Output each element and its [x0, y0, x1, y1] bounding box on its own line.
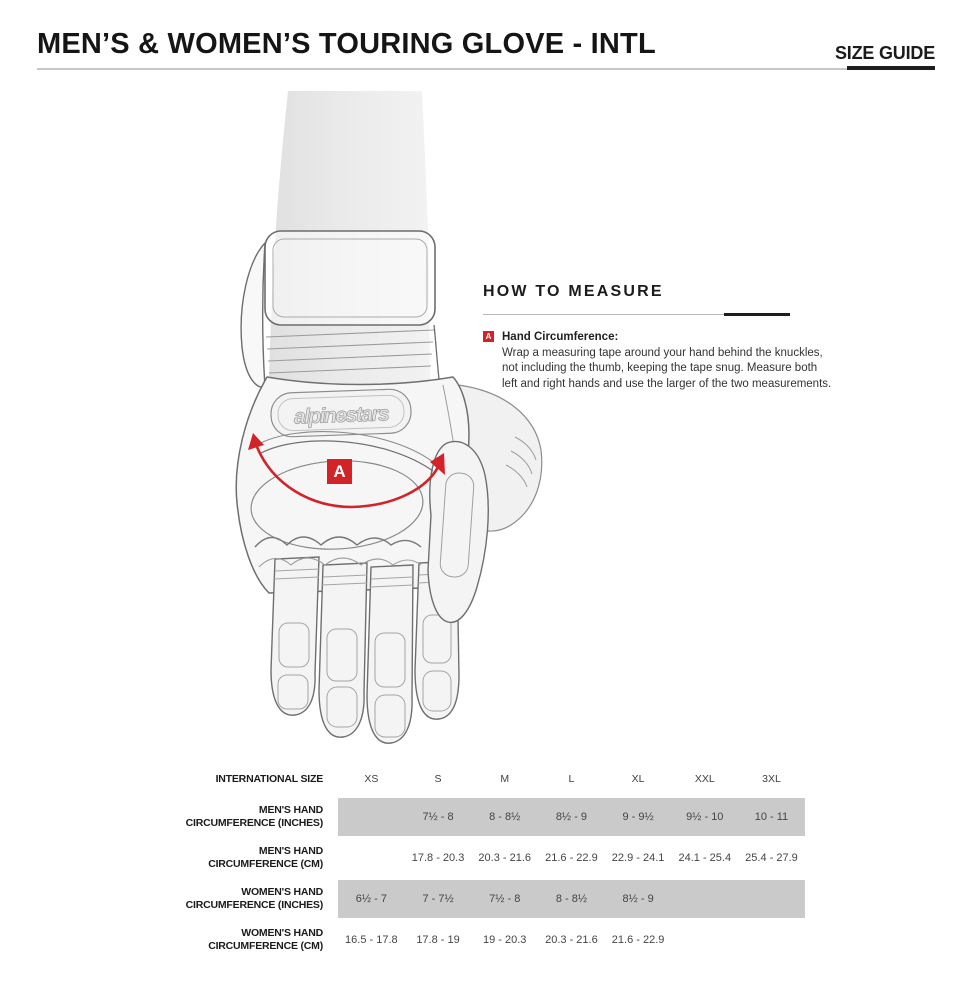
column-label: XXL	[694, 773, 715, 785]
header-rule	[37, 68, 935, 70]
row-label: MEN'S HAND CIRCUMFERENCE (INCHES)	[185, 804, 323, 829]
measure-marker	[327, 459, 352, 484]
size-cell: 7½ - 8	[422, 811, 454, 823]
size-cell: 19 - 20.3	[483, 934, 527, 946]
brand-logo-panel	[270, 389, 411, 438]
column-label: 3XL	[762, 773, 781, 785]
size-cell: 8½ - 9	[622, 893, 654, 905]
size-cell: 20.3 - 21.6	[478, 852, 532, 864]
finger-middle	[367, 565, 413, 743]
table-row	[180, 798, 805, 836]
how-to-measure-section	[483, 283, 832, 392]
column-label: XL	[631, 773, 645, 785]
glove-illustration	[215, 85, 550, 755]
page-title: MEN’S & WOMEN’S TOURING GLOVE - INTL	[37, 28, 656, 60]
table-row	[180, 880, 805, 918]
size-guide-label: SIZE GUIDE	[834, 43, 935, 63]
row-values	[338, 880, 805, 918]
gauntlet-cuff	[265, 231, 435, 325]
column-label: L	[568, 773, 575, 785]
section-rule	[483, 313, 790, 316]
size-cell: 17.8 - 19	[416, 934, 460, 946]
size-cell: 25.4 - 27.9	[745, 852, 798, 864]
size-cell: 24.1 - 25.4	[678, 852, 732, 864]
cuff-right-edge	[434, 325, 439, 379]
row-values	[338, 798, 805, 836]
table-row	[180, 921, 805, 959]
size-cell: 16.5 - 17.8	[345, 934, 398, 946]
measure-item-line: Wrap a measuring tape around your hand behind the knuckles,	[502, 347, 823, 359]
row-values	[338, 921, 805, 959]
column-label: S	[434, 773, 442, 785]
finger-pinky	[271, 557, 319, 715]
finger-ring	[319, 563, 367, 737]
size-cell: 21.6 - 22.9	[545, 852, 598, 864]
measure-item-text	[502, 346, 832, 392]
size-cell: 17.8 - 20.3	[411, 852, 465, 864]
size-cell: 9½ - 10	[686, 811, 724, 823]
size-cell: 7½ - 8	[489, 893, 521, 905]
column-label: M	[500, 773, 510, 785]
size-table	[180, 766, 805, 959]
measure-item	[483, 330, 832, 392]
section-rule-dark	[724, 313, 790, 316]
marker-badge: A	[483, 331, 494, 342]
table-header-label: INTERNATIONAL SIZE	[215, 773, 323, 785]
section-heading: HOW TO MEASURE	[483, 283, 664, 300]
size-cell: 10 - 11	[754, 811, 789, 823]
size-cell: 20.3 - 21.6	[545, 934, 598, 946]
cuff-flap	[241, 243, 265, 387]
size-cell: 8½ - 9	[555, 811, 587, 823]
row-label: WOMEN'S HAND CIRCUMFERENCE (CM)	[208, 927, 323, 952]
header-rule-accent	[847, 66, 935, 70]
row-label: MEN'S HAND CIRCUMFERENCE (CM)	[208, 845, 323, 870]
row-label: WOMEN'S HAND CIRCUMFERENCE (INCHES)	[185, 886, 323, 911]
size-table-header	[180, 766, 805, 792]
table-row	[180, 839, 805, 877]
size-cell: 7 - 7½	[422, 893, 454, 905]
measure-item-line: not including the thumb, keeping the tape snug. Measure both	[502, 362, 818, 375]
row-values	[338, 839, 805, 877]
size-cell: 21.6 - 22.9	[611, 934, 665, 946]
measure-item-title: Hand Circumference:	[502, 331, 619, 343]
size-cell: 8 - 8½	[555, 893, 587, 905]
brand-logo-text: alpinestars	[293, 402, 389, 429]
size-cell: 22.9 - 24.1	[611, 852, 665, 864]
size-columns	[338, 773, 805, 785]
column-label: XS	[364, 773, 379, 785]
svg-text:A: A	[333, 462, 346, 481]
size-cell: 8 - 8½	[489, 811, 521, 823]
measure-item-line: left and right hands and use the larger of the two measurements.	[502, 377, 832, 390]
size-rows	[180, 798, 805, 959]
size-cell: 6½ - 7	[355, 893, 387, 905]
size-cell: 9 - 9½	[622, 811, 654, 823]
